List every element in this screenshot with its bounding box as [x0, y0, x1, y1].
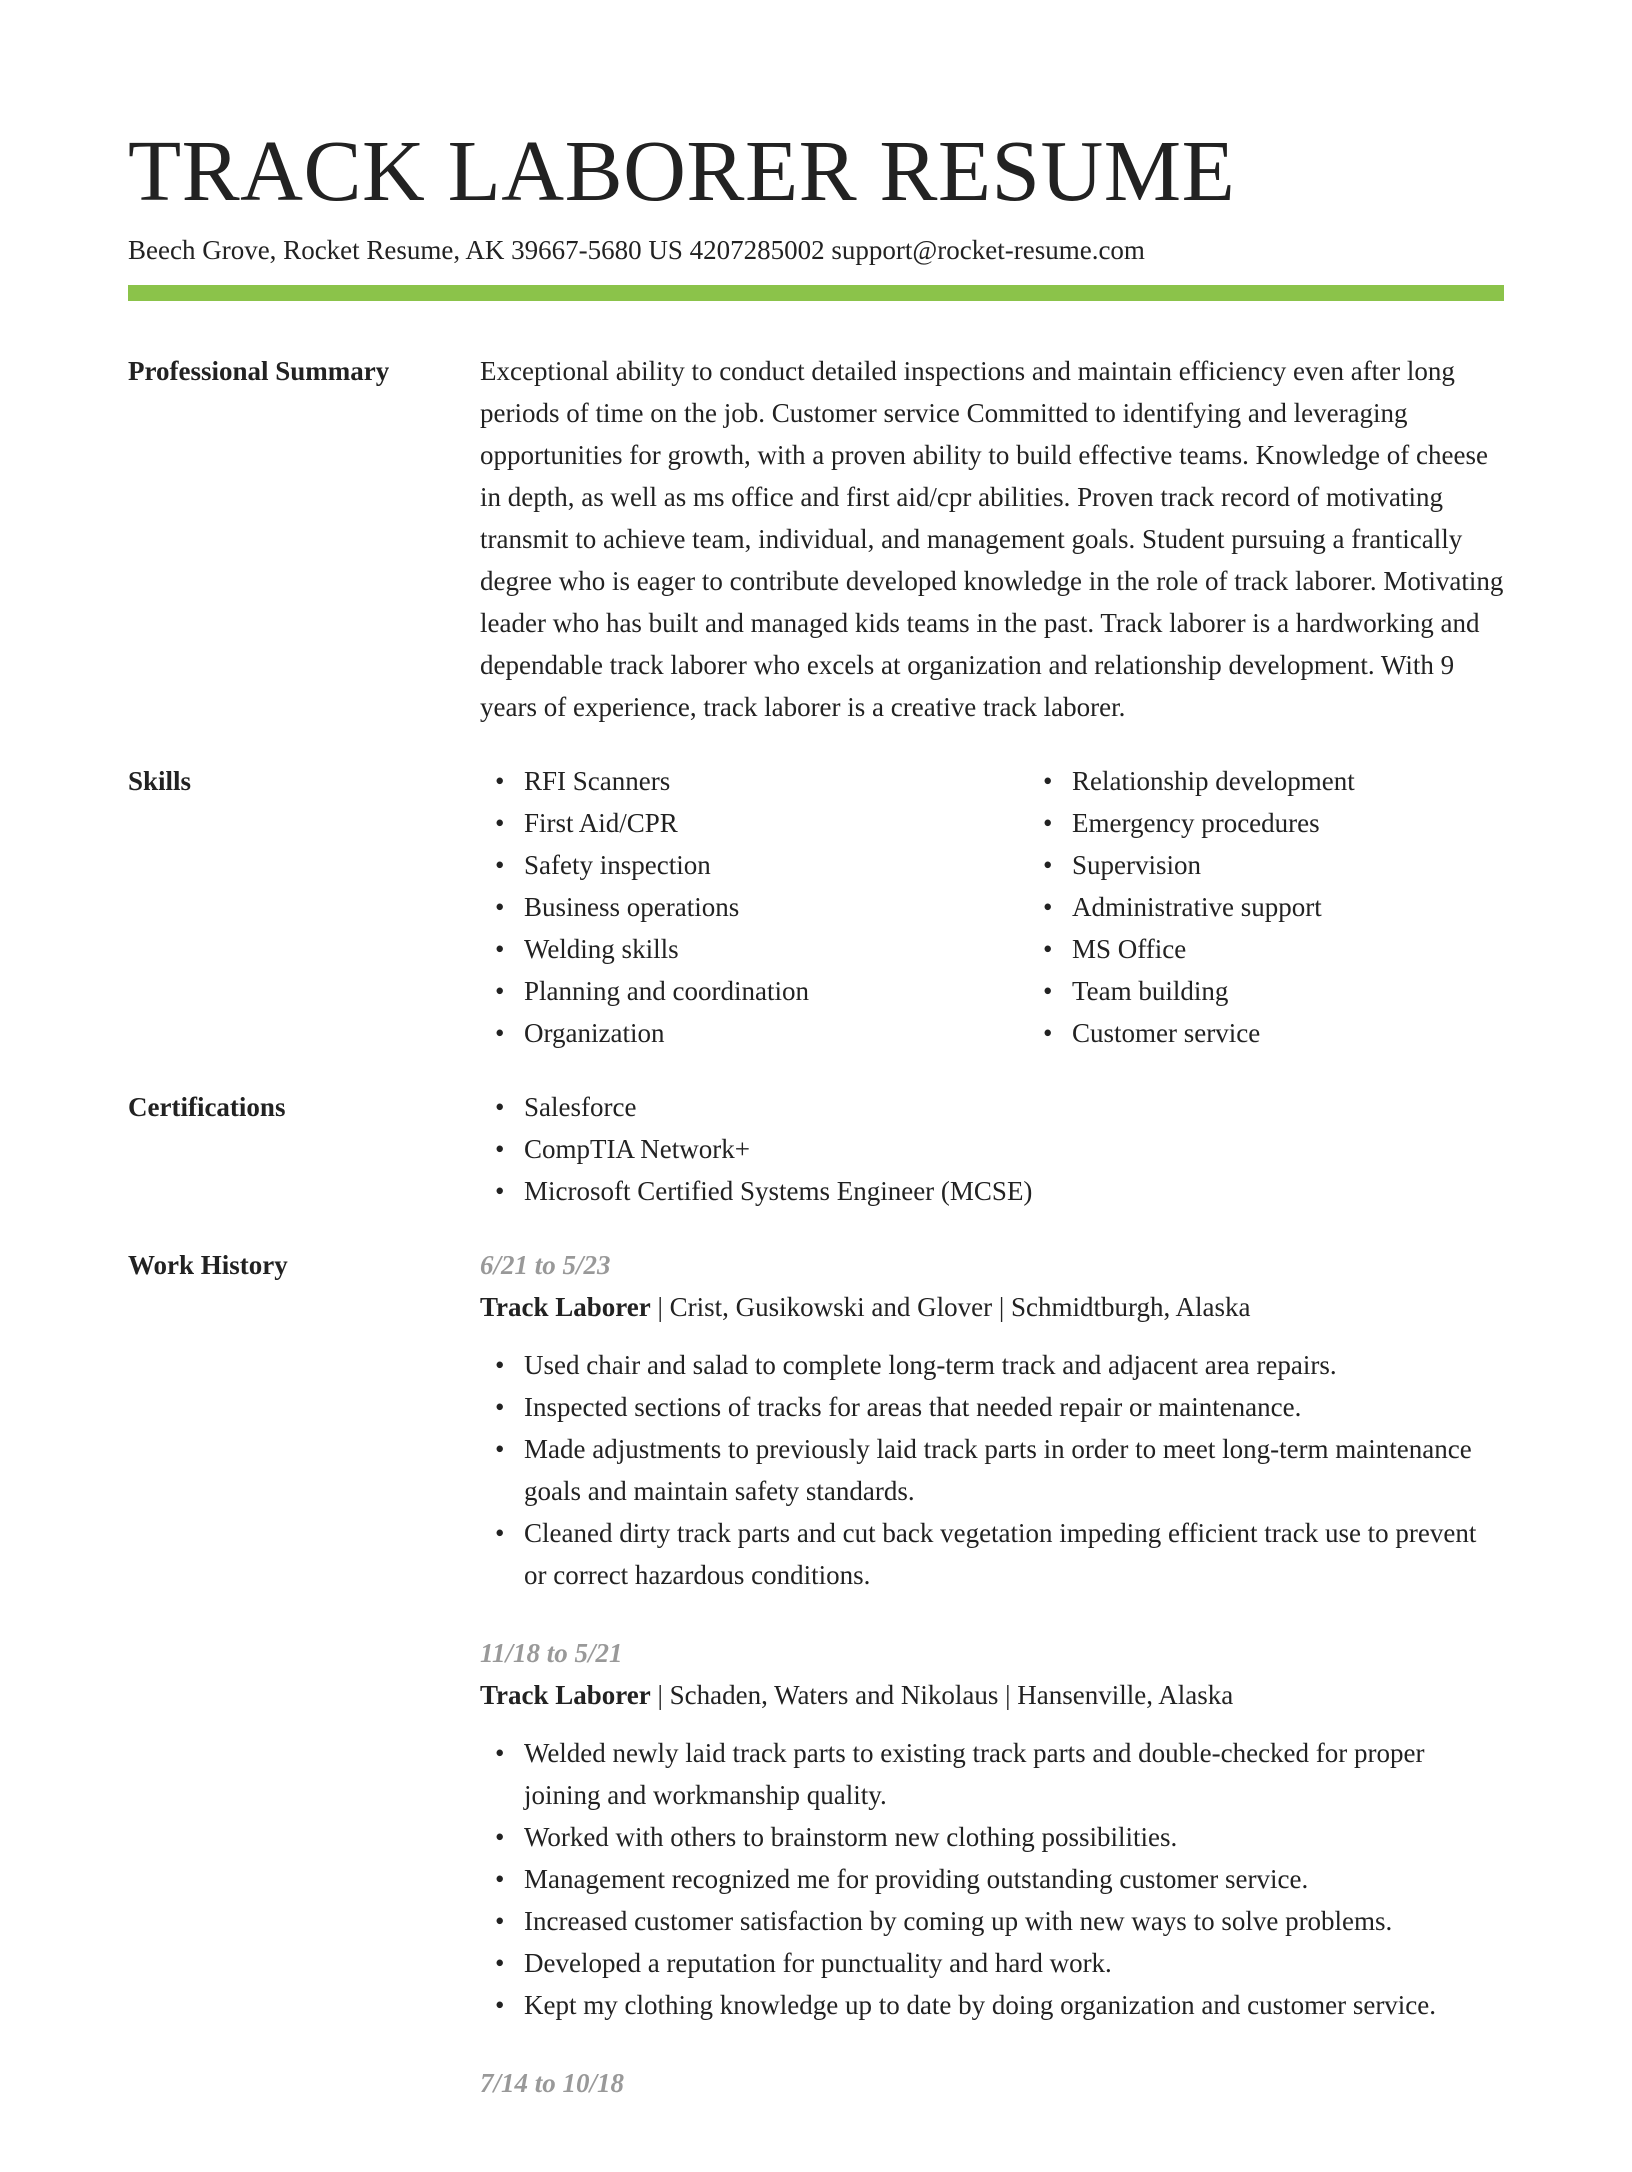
job-duty-item: • Cleaned dirty track parts and cut back vegetation impeding efficient track use to prevent or correct hazardous conditions. [524, 1512, 1504, 1596]
job-duty-item: • Welded newly laid track parts to existing track parts and double-checked for proper joining and workmanship quality. [524, 1732, 1504, 1816]
certification-item: • Salesforce [524, 1086, 1504, 1128]
skill-item: • First Aid/CPR [524, 802, 1028, 844]
skill-item: • Planning and coordination [524, 970, 1028, 1012]
job-duty-item: • Developed a reputation for punctuality and hard work. [524, 1942, 1504, 1984]
skill-item: • Customer service [1072, 1012, 1576, 1054]
resume-body [128, 350, 1504, 2172]
certification-item: • Microsoft Certified Systems Engineer (MCSE) [524, 1170, 1504, 1212]
skill-item: • Emergency procedures [1072, 802, 1576, 844]
skill-item: • Team building [1072, 970, 1576, 1012]
job-heading [480, 1286, 1504, 1328]
contact-line: Beech Grove, Rocket Resume, AK 39667-5680 US 4207285002 support@rocket-resume.com [128, 235, 1145, 265]
skill-item: • Safety inspection [524, 844, 1028, 886]
job-duty-item: • Worked with others to brainstorm new clothing possibilities. [524, 1816, 1504, 1858]
section-label-certifications: Certifications [128, 1092, 286, 1122]
job-heading [480, 1674, 1504, 1716]
skill-item: • Relationship development [1072, 760, 1576, 802]
accent-divider [128, 285, 1504, 301]
professional-summary-section [128, 350, 1504, 728]
job-duty-item: • Used chair and salad to complete long-term track and adjacent area repairs. [524, 1344, 1504, 1386]
section-label-skills: Skills [128, 766, 192, 796]
certification-item: • CompTIA Network+ [524, 1128, 1504, 1170]
job-duty-item: • Inspected sections of tracks for areas that needed repair or maintenance. [524, 1386, 1504, 1428]
skill-item: • Organization [524, 1012, 1028, 1054]
job-dates: 7/14 to 10/18 [480, 2068, 625, 2098]
resume-title: TRACK LABORER RESUME [128, 122, 1236, 219]
certifications-list [480, 1086, 1504, 1212]
skill-item: • Supervision [1072, 844, 1576, 886]
skill-item: • MS Office [1072, 928, 1576, 970]
section-label-summary: Professional Summary [128, 356, 390, 386]
job-duty-item: • Made adjustments to previously laid track parts in order to meet long-term maintenance goals and maintain safety standards. [524, 1428, 1504, 1512]
skills-list-left [480, 760, 1028, 1054]
job-employer-location: | Crist, Gusikowski and Glover | Schmidtburgh, Alaska [650, 1292, 1251, 1322]
job-duty-item: • Increased customer satisfaction by coming up with new ways to solve problems. [524, 1900, 1504, 1942]
section-label-work-history: Work History [128, 1250, 288, 1280]
skill-item: • Welding skills [524, 928, 1028, 970]
skills-list-right [1028, 760, 1576, 1054]
job-employer-location: | Schaden, Waters and Nikolaus | Hansenville, Alaska [650, 1680, 1234, 1710]
skill-item: • RFI Scanners [524, 760, 1028, 802]
certifications-section [128, 1086, 1504, 1212]
skill-item: • Business operations [524, 886, 1028, 928]
job-duty-item: • Management recognized me for providing outstanding customer service. [524, 1858, 1504, 1900]
summary-text: Exceptional ability to conduct detailed inspections and maintain efficiency even after long periods of time on the job. Customer service Committed to identifying and leveraging opportunities for growth, with a proven ability to build effective teams. Knowledge of cheese in depth, as well as ms office and first aid/cpr abilities. Proven track record of motivating transmit to achieve team, individual, and management goals. Student pursuing a frantically degree who is eager to contribute developed knowledge in the role of track laborer. Motivating leader who has built and managed kids teams in the past. Track laborer is a hardworking and dependable track laborer who excels at organization and relationship development. With 9 years of experience, track laborer is a creative track laborer. [480, 356, 1504, 722]
skills-section [128, 760, 1504, 1054]
work-history-section [128, 1244, 1504, 2140]
job-dates: 11/18 to 5/21 [480, 1638, 623, 1668]
job-dates: 6/21 to 5/23 [480, 1250, 611, 1280]
job-entry [480, 1244, 1504, 1596]
job-title: Track Laborer [480, 1680, 651, 1710]
job-duty-item: • Kept my clothing knowledge up to date by doing organization and customer service. [524, 1984, 1504, 2026]
job-duties-list [480, 1344, 1504, 1596]
job-entry [480, 1632, 1504, 2026]
job-duties-list [480, 1732, 1504, 2026]
job-entry [480, 2062, 1504, 2104]
skill-item: • Administrative support [1072, 886, 1576, 928]
job-title: Track Laborer [480, 1292, 651, 1322]
